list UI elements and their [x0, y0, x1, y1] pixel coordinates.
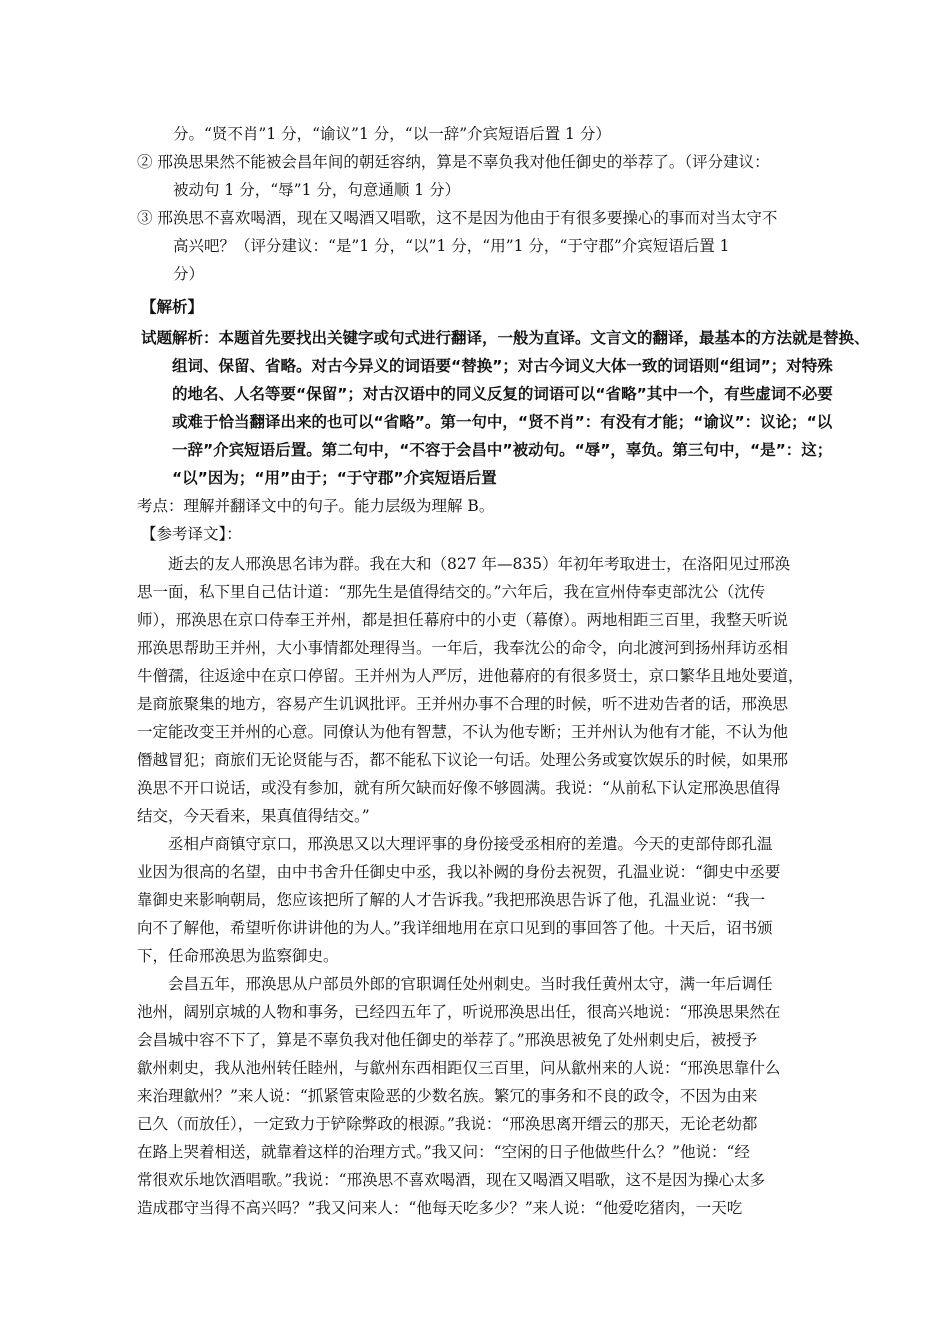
translation-line: 思一面，私下里自己估计道：“那先生是值得结交的。”六年后，我在宣州侍奉吏部沈公（沈传 [137, 583, 766, 601]
analysis-heading: 【解析】 [141, 298, 204, 316]
answer-item-3-line-2: 高兴吧？（评分建议：“是”1 分，“以”1 分，“用”1 分，“于守郡”介宾短语后置 1 [173, 237, 730, 255]
translation-line: 一定能改变王并州的心意。同僚认为他有智慧，不认为他专断；王并州认为他有才能，不认为他 [137, 723, 789, 741]
translation-line: 会昌城中容不下了，算是不辜负我对他任御史的举荐了。”邢涣思被免了处州刺史后，被授予 [137, 1031, 758, 1049]
translation-heading: 【参考译文】： [141, 525, 242, 543]
translation-line: 业因为很高的名望，由中书舍升任御史中丞，我以补阙的身份去祝贺，孔温业说：“御史中丞要 [137, 863, 781, 881]
analysis-line: 试题解析：本题首先要找出关键字或句式进行翻译，一般为直译。文言文的翻译，最基本的方法就是替换、 [141, 329, 870, 347]
analysis-line: 或难于恰当翻译出来的也可以“省略”。第一句中，“贤不肖”：有没有才能；“谕议”：议论；“以 [172, 413, 833, 431]
translation-line: 向不了解他，希望听你讲讲他的为人。”我详细地用在京口见到的事回答了他。十天后，诏书颁 [137, 919, 773, 937]
translation-line: 常很欢乐地饮酒唱歌。”我说：“邢涣思不喜欢喝酒，现在又喝酒又唱歌，这不是因为操心太多 [137, 1171, 766, 1189]
translation-line: 邢涣思帮助王并州，大小事情都处理得当。一年后，我奉沈公的命令，向北渡河到扬州拜访丞相 [137, 639, 789, 657]
translation-line: 牛僧孺，往返途中在京口停留。王并州为人严厉，进他幕府的有很多贤士，京口繁华且地处要道， [137, 667, 804, 685]
translation-line: 师），邢涣思在京口侍奉王并州，都是担任幕府中的小吏（幕僚）。两地相距三百里，我整天听说 [137, 611, 789, 629]
translation-line: 僭越冒犯；商旅们无论贤能与否，都不能私下议论一句话。处理公务或宴饮娱乐的时候，如果邢 [137, 751, 789, 769]
analysis-line: “以”因为；“用”由于；“于守郡”介宾短语后置 [172, 469, 497, 487]
translation-line: 是商旅聚集的地方，容易产生讥讽批评。王并州办事不合理的时候，听不进劝告者的话，邢涣思 [137, 695, 789, 713]
translation-line: 结交，今天看来，果真值得结交。” [137, 807, 370, 825]
translation-line: 丞相卢商镇守京口，邢涣思又以大理评事的身份接受丞相府的差遣。今天的吏部侍郎孔温 [168, 835, 773, 853]
translation-line: 下，任命邢涣思为监察御史。 [137, 947, 339, 965]
translation-line: 来治理歙州？”来人说：“抓紧管束险恶的少数名族。繁冗的事务和不良的政令，不因为由来 [137, 1087, 758, 1105]
answer-item-2-line-1: ② 邢涣思果然不能被会昌年间的朝廷容纳，算是不辜负我对他任御史的举荐了。（评分建议： [137, 153, 770, 171]
translation-line: 涣思不开口说话，或没有参加，就有所欠缺而好像不够圆满。我说：“从前私下认定邢涣思值得 [137, 779, 781, 797]
analysis-line: 的地名、人名等要“保留”；对古汉语中的同义反复的词语可以“省略”其中一个，有些虚词不必要 [172, 385, 833, 403]
analysis-line: 一辞”介宾短语后置。第二句中，“不容于会昌中”被动句。“辱”，辜负。第三句中，“是”：这； [172, 441, 833, 459]
translation-line: 在路上哭着相送，就靠着这样的治理方式。”我又问：“空闲的日子他做些什么？”他说：“经 [137, 1143, 750, 1161]
translation-line: 会昌五年，邢涣思从户部员外郎的官职调任处州刺史。当时我任黄州太守，满一年后调任 [168, 975, 773, 993]
translation-line: 靠御史来影响朝局，您应该把所了解的人才告诉我。”我把邢涣思告诉了他，孔温业说：“我一 [137, 891, 766, 909]
answer-line-continued: 分。“贤不肖”1 分，“谕议”1 分，“以一辞”介宾短语后置 1 分） [173, 125, 611, 143]
translation-line: 歙州刺史，我从池州转任睦州，与歙州东西相距仅三百里，问从歙州来的人说：“邢涣思靠什么 [137, 1059, 781, 1077]
analysis-line: 组词、保留、省略。对古今异义的词语要“替换”；对古今词义大体一致的词语则“组词”；对特殊 [172, 357, 833, 375]
answer-item-2-line-2: 被动句 1 分，“辱”1 分，句意通顺 1 分） [173, 181, 461, 199]
translation-line: 逝去的友人邢涣思名讳为群。我在大和（827 年—835）年初年考取进士，在洛阳见过邢涣 [168, 555, 791, 573]
answer-item-3-line-1: ③ 邢涣思不喜欢喝酒，现在又喝酒又唱歌，这不是因为他由于有很多要操心的事而对当太守不 [137, 209, 778, 227]
translation-line: 造成郡守当得不高兴吗？”我又问来人：“他每天吃多少？”来人说：“他爱吃猪肉，一天吃 [137, 1199, 743, 1217]
kaodian-line: 考点：理解并翻译文中的句子。能力层级为理解 B。 [137, 497, 495, 515]
answer-item-3-line-3: 分） [173, 265, 205, 283]
translation-line: 池州，阔别京城的人物和事务，已经四五年了，听说邢涣思出任，很高兴地说：“邢涣思果然在 [137, 1003, 781, 1021]
translation-line: 已久（而放任），一定致力于铲除弊政的根源。”我说：“邢涣思离开缙云的那天，无论老幼都 [137, 1115, 758, 1133]
